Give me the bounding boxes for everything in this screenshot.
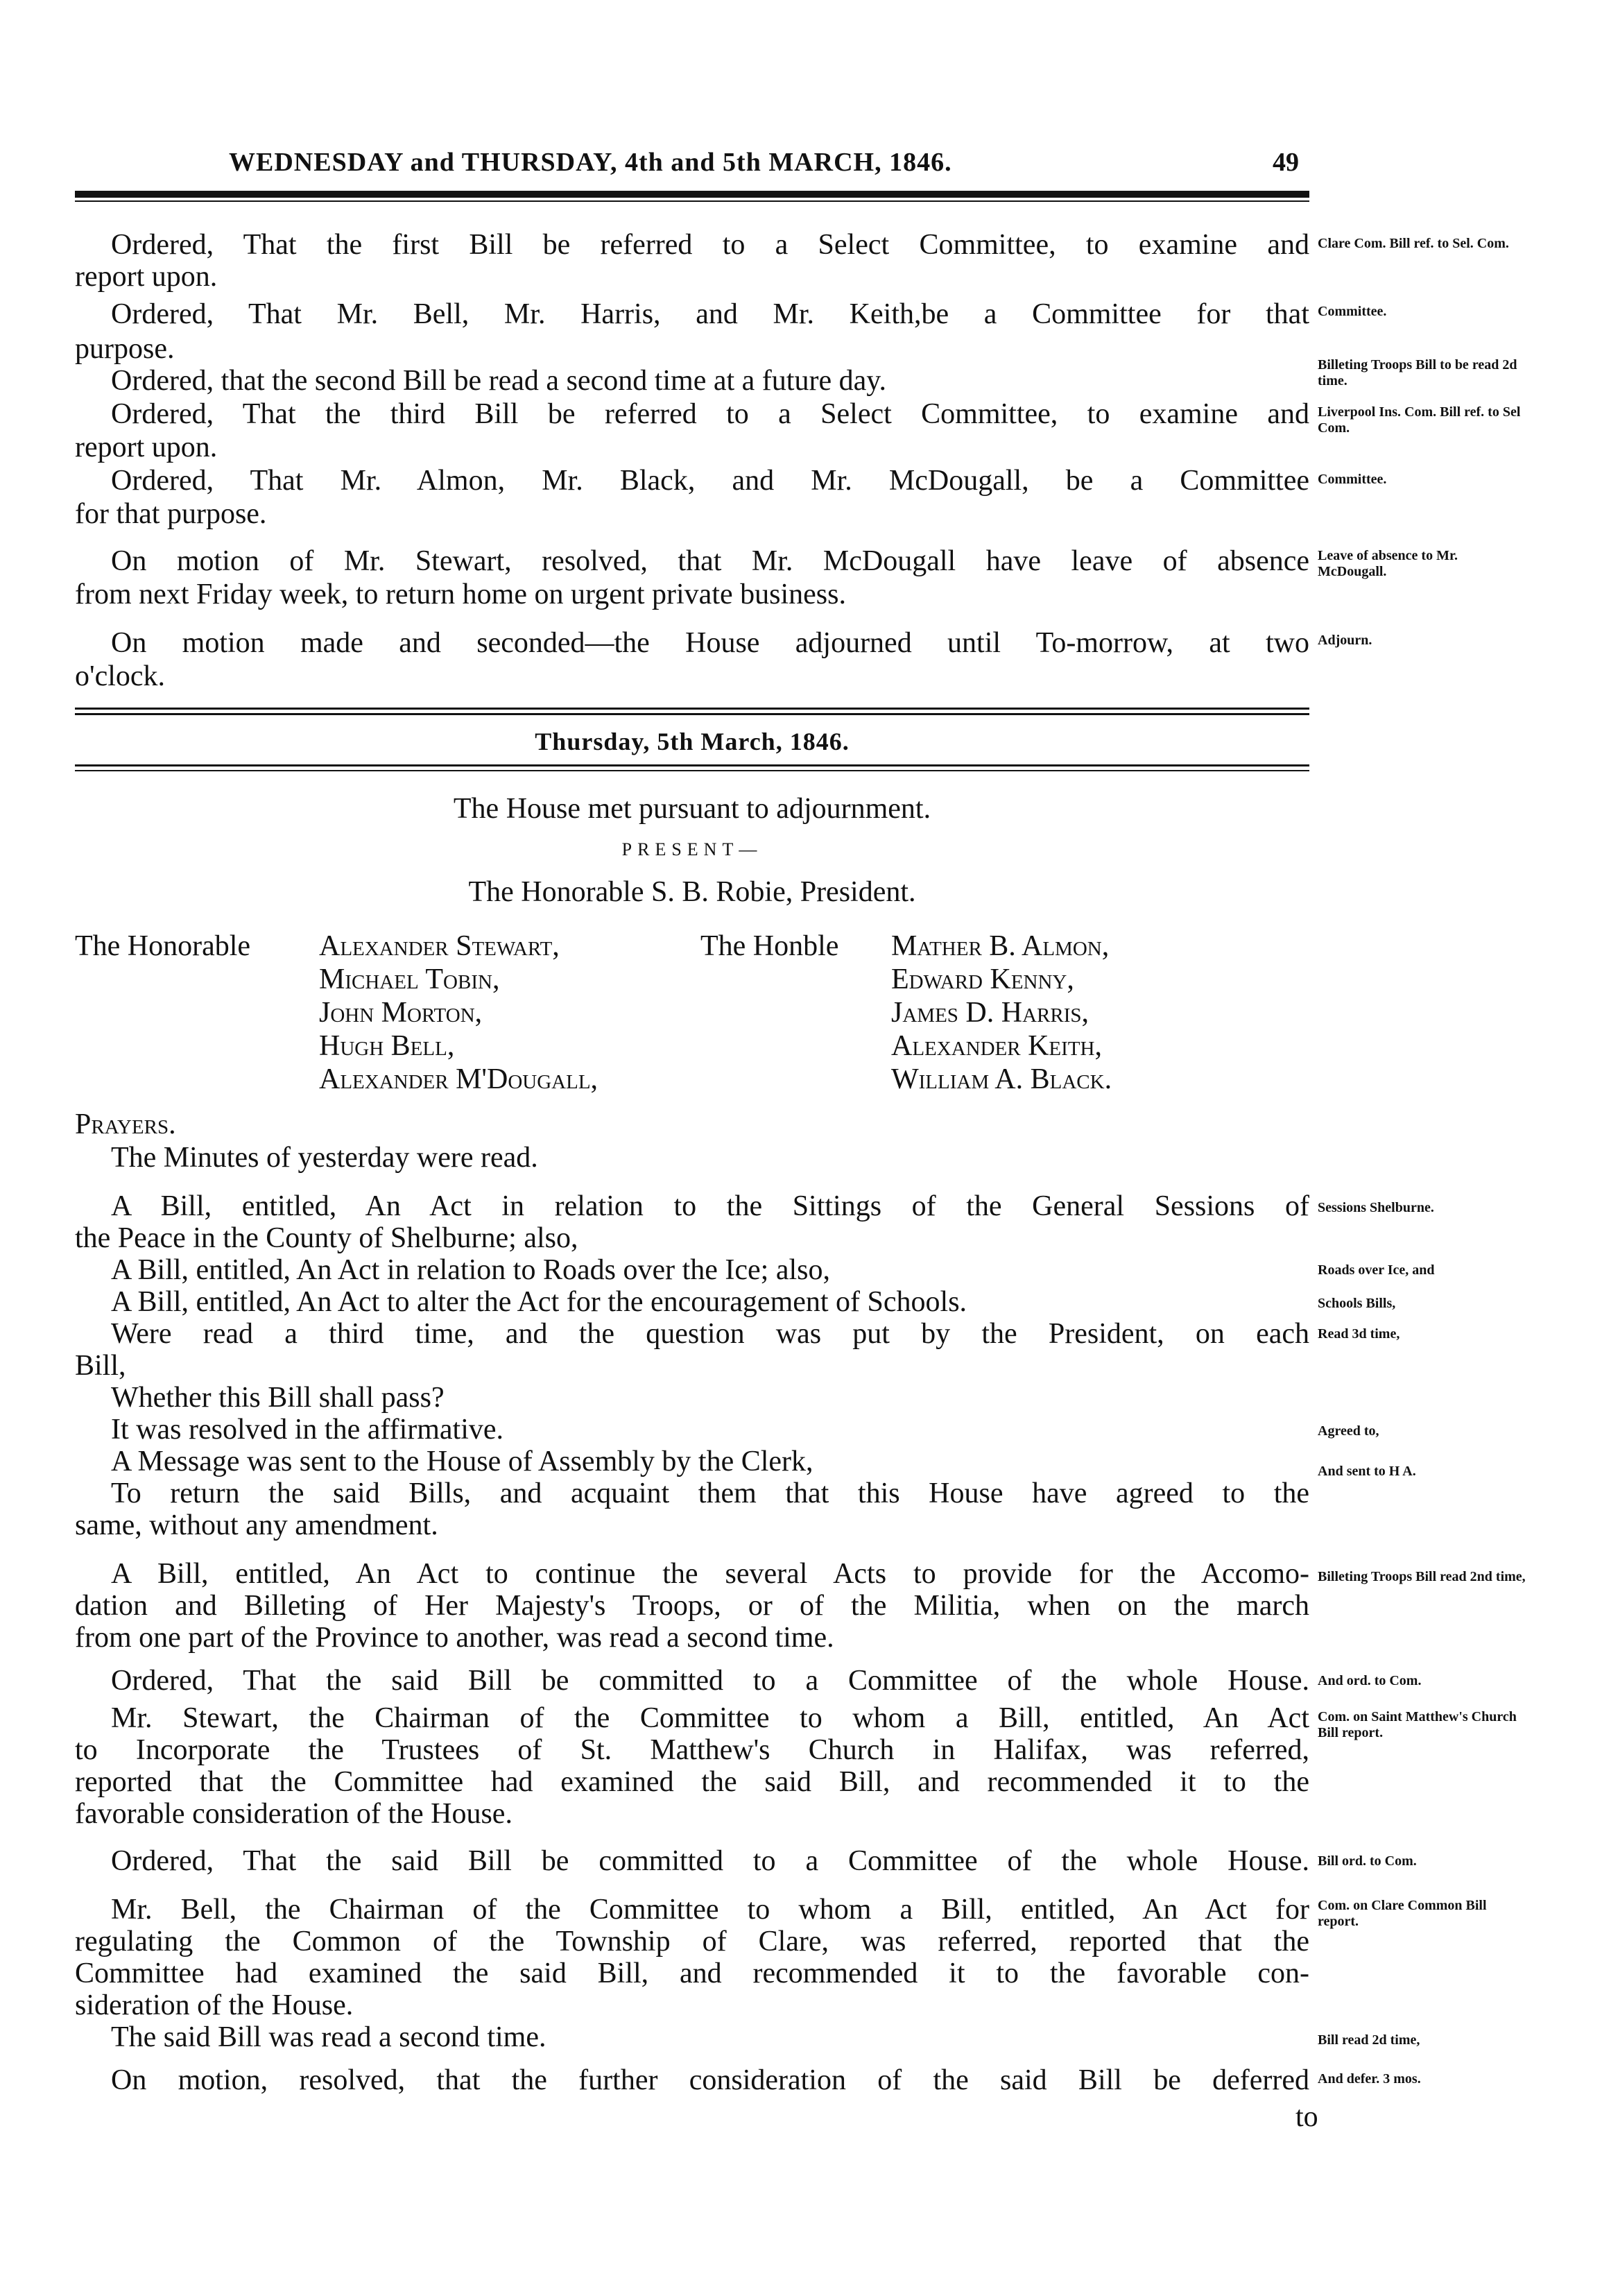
section-rule [75, 708, 1309, 710]
margin-note: Committee. [1318, 304, 1387, 319]
wed-line: Ordered, That the first Bill be referred to a Select Committee, to examine and [111, 229, 1309, 261]
margin-note: Bill read 2d time, [1318, 2032, 1420, 2048]
thu-line: same, without any amendment. [75, 1509, 438, 1541]
thu-line: A Message was sent to the House of Assembly by the Clerk, [111, 1446, 813, 1477]
house-met: The House met pursuant to adjournment. [453, 793, 931, 825]
member-name: James D. Harris, [891, 997, 1089, 1029]
wed-line: purpose. [75, 333, 175, 365]
member-name: Edward Kenny, [891, 963, 1074, 995]
wed-line: Ordered, that the second Bill be read a second time at a future day. [111, 365, 887, 397]
margin-note: Agreed to, [1318, 1423, 1379, 1439]
member-name: Michael Tobin, [319, 963, 500, 995]
margin-note: Liverpool Ins. Com. Bill ref. to Sel Com. [1318, 404, 1521, 436]
thu-line: Ordered, That the said Bill be committed to a Committee of the whole House. [111, 1845, 1309, 1877]
thu-line: A Bill, entitled, An Act in relation to Roads over the Ice; also, [111, 1254, 830, 1286]
thu-line: to Incorporate the Trustees of St. Matthew's Church in Halifax, was referred, [75, 1734, 1309, 1766]
margin-note: And defer. 3 mos. [1318, 2071, 1421, 2087]
prayers: Prayers. [75, 1108, 176, 1140]
thu-line: dation and Billeting of Her Majesty's Troops, or of the Militia, when on the march [75, 1590, 1309, 1622]
section-rule [75, 764, 1309, 766]
thu-line: The said Bill was read a second time. [111, 2021, 546, 2053]
margin-note: Clare Com. Bill ref. to Sel. Com. [1318, 236, 1509, 251]
margin-note: Leave of absence to Mr. McDougall. [1318, 548, 1458, 579]
margin-note: Roads over Ice, and [1318, 1262, 1435, 1278]
margin-note: And ord. to Com. [1318, 1673, 1422, 1688]
thu-line: Bill, [75, 1350, 126, 1382]
thu-line: To return the said Bills, and acquaint them that this House have agreed to the [111, 1477, 1309, 1509]
thu-line: Mr. Stewart, the Chairman of the Committee to whom a Bill, entitled, An Act [111, 1702, 1309, 1734]
wed-line: o'clock. [75, 660, 166, 692]
wed-line: for that purpose. [75, 498, 267, 530]
member-name: Alexander Stewart, [319, 930, 560, 962]
thu-line: regulating the Common of the Township of Clare, was referred, reported that the [75, 1926, 1309, 1957]
header-rule [75, 191, 1309, 198]
thu-line: It was resolved in the affirmative. [111, 1414, 504, 1446]
margin-note: Sessions Shelburne. [1318, 1200, 1434, 1215]
margin-note: Bill ord. to Com. [1318, 1853, 1417, 1869]
margin-note: Billeting Troops Bill to be read 2d time. [1318, 357, 1517, 388]
catchword: to [1295, 2101, 1318, 2133]
thu-line: Committee had examined the said Bill, and recommended it to the favorable con- [75, 1957, 1309, 1989]
thu-line: A Bill, entitled, An Act to alter the Act for the encouragement of Schools. [111, 1286, 967, 1318]
thu-line: The Minutes of yesterday were read. [111, 1142, 538, 1174]
section-rule [75, 713, 1309, 715]
wed-line: Ordered, That the third Bill be referred to a Select Committee, to examine and [111, 398, 1309, 430]
margin-note: Committee. [1318, 472, 1387, 487]
wed-line: Ordered, That Mr. Almon, Mr. Black, and Mr. McDougall, be a Committee [111, 465, 1309, 497]
thu-line: favorable consideration of the House. [75, 1798, 513, 1830]
member-name: Alexander M'Dougall, [319, 1063, 598, 1095]
margin-note: Billeting Troops Bill read 2nd time, [1318, 1569, 1526, 1584]
thu-line: On motion, resolved, that the further consideration of the said Bill be deferred [111, 2064, 1309, 2096]
wed-line: On motion of Mr. Stewart, resolved, that Mr. McDougall have leave of absence [111, 545, 1309, 577]
page-header-title: WEDNESDAY and THURSDAY, 4th and 5th MARCH, 1846. [229, 148, 952, 177]
member-name: Alexander Keith, [891, 1030, 1102, 1062]
wed-line: from next Friday week, to return home on urgent private business. [75, 579, 846, 610]
margin-note: Read 3d time, [1318, 1326, 1400, 1342]
wed-line: report upon. [75, 431, 218, 463]
margin-note: Schools Bills, [1318, 1296, 1396, 1311]
page-number: 49 [1273, 148, 1299, 177]
member-name: Mather B. Almon, [891, 930, 1110, 962]
margin-note: And sent to H A. [1318, 1464, 1416, 1479]
right-prefix: The Honble [700, 930, 839, 962]
margin-note: Com. on Saint Matthew's Church Bill report. [1318, 1709, 1517, 1740]
wed-line: Ordered, That Mr. Bell, Mr. Harris, and Mr. Keith,be a Committee for that [111, 298, 1309, 330]
thu-line: A Bill, entitled, An Act to continue the several Acts to provide for the Accomo- [111, 1558, 1309, 1590]
thu-line: Whether this Bill shall pass? [111, 1382, 445, 1414]
members-left [319, 929, 598, 1096]
section-rule [75, 770, 1309, 771]
left-prefix: The Honorable [75, 930, 251, 962]
thu-line: A Bill, entitled, An Act in relation to the Sittings of the General Sessions of [111, 1190, 1309, 1222]
thu-line: Mr. Bell, the Chairman of the Committee to whom a Bill, entitled, An Act for [111, 1894, 1309, 1926]
header-rule-thin [75, 200, 1309, 202]
thu-line: Were read a third time, and the question was put by the President, on each [111, 1318, 1309, 1350]
thu-line: sideration of the House. [75, 1989, 354, 2021]
member-name: Hugh Bell, [319, 1030, 455, 1062]
member-name: William A. Black. [891, 1063, 1112, 1095]
president-line: The Honorable S. B. Robie, President. [468, 876, 916, 908]
members-right [891, 929, 1112, 1096]
wed-line: report upon. [75, 261, 218, 293]
thu-line: reported that the Committee had examined the said Bill, and recommended it to the [75, 1766, 1309, 1798]
member-name: John Morton, [319, 997, 483, 1029]
thu-line: the Peace in the County of Shelburne; also, [75, 1222, 578, 1254]
wed-line: On motion made and seconded—the House adjourned until To-morrow, at two [111, 627, 1309, 659]
present-heading: PRESENT— [621, 839, 763, 859]
thu-line: Ordered, That the said Bill be committed to a Committee of the whole House. [111, 1665, 1309, 1697]
margin-note: Com. on Clare Common Bill report. [1318, 1898, 1487, 1929]
margin-note: Adjourn. [1318, 633, 1372, 648]
thu-line: from one part of the Province to another, was read a second time. [75, 1622, 834, 1654]
date-heading: Thursday, 5th March, 1846. [535, 728, 850, 755]
